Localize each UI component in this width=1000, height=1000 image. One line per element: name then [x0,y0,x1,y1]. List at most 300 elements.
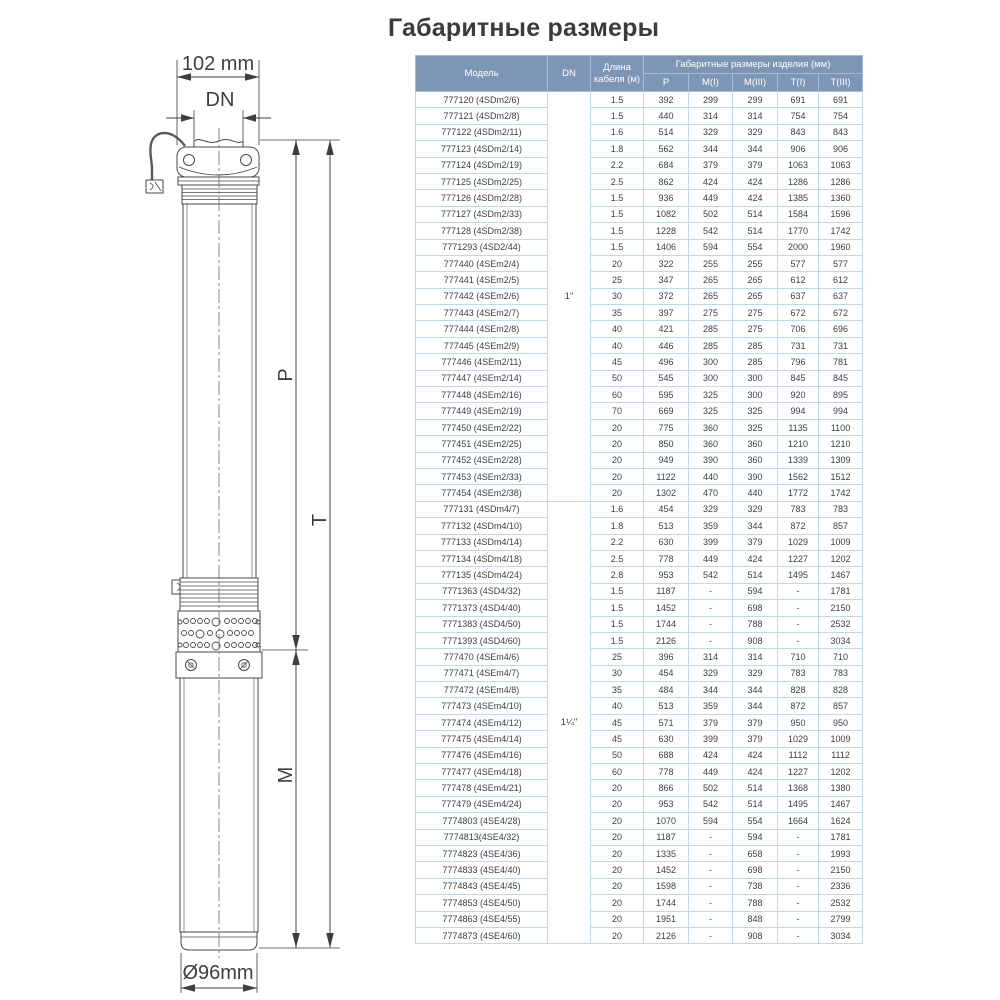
value-cell: 1070 [644,813,689,829]
value-cell: 1.5 [591,206,644,222]
value-cell: 706 [778,321,819,337]
value-cell: - [778,911,819,927]
value-cell: - [689,616,733,632]
value-cell: 612 [819,272,863,288]
table-row [416,206,863,222]
table-row [416,747,863,763]
model-cell: 7774823 (4SE4/36) [416,845,548,861]
value-cell: 255 [733,255,778,271]
value-cell: 1029 [778,731,819,747]
value-cell: 285 [733,354,778,370]
value-cell: 775 [644,419,689,435]
value-cell: 424 [733,550,778,566]
value-cell: 300 [733,370,778,386]
value-cell: 379 [733,714,778,730]
value-cell: 379 [733,157,778,173]
value-cell: 953 [644,567,689,583]
value-cell: 396 [644,649,689,665]
value-cell: 379 [733,731,778,747]
value-cell: 1.8 [591,518,644,534]
model-cell: 7771293 (4SD2/44) [416,239,548,255]
value-cell: 612 [778,272,819,288]
value-cell: 1112 [819,747,863,763]
model-cell: 777122 (4SDm2/11) [416,124,548,140]
upper-rib-section [182,185,257,204]
value-cell: 265 [689,288,733,304]
value-cell: 344 [689,682,733,698]
model-cell: 7774853 (4SE4/50) [416,895,548,911]
value-cell: 379 [733,534,778,550]
value-cell: 20 [591,796,644,812]
value-cell: 1584 [778,206,819,222]
table-row [416,305,863,321]
value-cell: - [689,878,733,894]
value-cell: 828 [778,682,819,698]
value-cell: 908 [733,632,778,648]
value-cell: 1.5 [591,190,644,206]
value-cell: 20 [591,436,644,452]
value-cell: 496 [644,354,689,370]
value-cell: 1960 [819,239,863,255]
value-cell: 1495 [778,796,819,812]
table-row [416,370,863,386]
value-cell: 440 [733,485,778,501]
value-cell: 1.5 [591,239,644,255]
model-cell: 777132 (4SDm4/10) [416,518,548,534]
value-cell: 1.5 [591,583,644,599]
value-cell: 1781 [819,583,863,599]
value-cell: 796 [778,354,819,370]
value-cell: 514 [733,796,778,812]
model-cell: 777449 (4SEm2/19) [416,403,548,419]
value-cell: 45 [591,714,644,730]
value-cell: 1309 [819,452,863,468]
value-cell: 2126 [644,927,689,943]
value-cell: 1452 [644,862,689,878]
header-p: P [644,74,689,92]
value-cell: 45 [591,354,644,370]
table-row [416,92,863,108]
value-cell: 329 [733,124,778,140]
value-cell: 577 [778,255,819,271]
value-cell: 691 [819,92,863,108]
value-cell: 2126 [644,632,689,648]
model-cell: 777453 (4SEm2/33) [416,468,548,484]
value-cell: 20 [591,780,644,796]
value-cell: - [778,878,819,894]
table-row [416,173,863,189]
model-cell: 777475 (4SEm4/14) [416,731,548,747]
value-cell: 379 [689,714,733,730]
value-cell: 421 [644,321,689,337]
value-cell: 848 [733,911,778,927]
value-cell: 850 [644,436,689,452]
model-cell: 777448 (4SEm2/16) [416,387,548,403]
model-cell: 777125 (4SDm2/25) [416,173,548,189]
value-cell: 542 [689,223,733,239]
value-cell: 360 [733,452,778,468]
value-cell: 1467 [819,567,863,583]
value-cell: 1286 [819,173,863,189]
value-cell: 390 [689,452,733,468]
value-cell: 1202 [819,550,863,566]
header-t1: T(I) [778,74,819,92]
value-cell: 25 [591,272,644,288]
value-cell: 470 [689,485,733,501]
value-cell: 514 [733,223,778,239]
value-cell: 778 [644,764,689,780]
table-row [416,927,863,943]
value-cell: 1286 [778,173,819,189]
value-cell: 20 [591,862,644,878]
value-cell: 299 [733,92,778,108]
value-cell: 1781 [819,829,863,845]
value-cell: 783 [778,501,819,517]
value-cell: 424 [733,173,778,189]
value-cell: - [689,862,733,878]
model-cell: 777470 (4SEm4/6) [416,649,548,665]
value-cell: 637 [819,288,863,304]
value-cell: 454 [644,665,689,681]
value-cell: 20 [591,255,644,271]
value-cell: 637 [778,288,819,304]
value-cell: 3034 [819,632,863,648]
value-cell: 1744 [644,616,689,632]
model-cell: 777442 (4SEm2/6) [416,288,548,304]
value-cell: 1770 [778,223,819,239]
table-row [416,255,863,271]
dim-96mm-label: Ø96mm [182,962,254,984]
model-cell: 7771373 (4SD4/40) [416,600,548,616]
value-cell: 322 [644,255,689,271]
value-cell: 275 [733,321,778,337]
value-cell: 360 [689,419,733,435]
model-cell: 7774873 (4SE4/60) [416,927,548,943]
value-cell: 778 [644,550,689,566]
value-cell: 908 [733,927,778,943]
model-cell: 777121 (4SDm2/8) [416,108,548,124]
value-cell: 2150 [819,862,863,878]
table-row [416,911,863,927]
value-cell: 828 [819,682,863,698]
value-cell: 1467 [819,796,863,812]
value-cell: 45 [591,731,644,747]
value-cell: 731 [819,337,863,353]
value-cell: 1495 [778,567,819,583]
value-cell: 484 [644,682,689,698]
dim-m-line [292,650,300,948]
value-cell: 40 [591,337,644,353]
value-cell: 399 [689,534,733,550]
value-cell: 329 [689,124,733,140]
value-cell: 1951 [644,911,689,927]
header-t3: T(III) [819,74,863,92]
value-cell: 1082 [644,206,689,222]
value-cell: 265 [733,288,778,304]
value-cell: 1.5 [591,600,644,616]
value-cell: 20 [591,452,644,468]
value-cell: 1512 [819,468,863,484]
value-cell: 1368 [778,780,819,796]
value-cell: 672 [819,305,863,321]
value-cell: 2.2 [591,157,644,173]
cable-clamp-upper [146,180,163,193]
value-cell: 502 [689,780,733,796]
value-cell: 1227 [778,764,819,780]
table-row [416,845,863,861]
value-cell: 449 [689,190,733,206]
value-cell: 325 [733,419,778,435]
value-cell: 1122 [644,468,689,484]
value-cell: 1112 [778,747,819,763]
table-row [416,419,863,435]
value-cell: - [778,845,819,861]
value-cell: 1596 [819,206,863,222]
value-cell: 265 [733,272,778,288]
value-cell: 344 [733,518,778,534]
model-cell: 777454 (4SEm2/38) [416,485,548,501]
value-cell: 390 [733,468,778,484]
dim-t-line [326,140,334,948]
value-cell: 300 [733,387,778,403]
value-cell: - [689,895,733,911]
value-cell: 424 [733,190,778,206]
table-row [416,632,863,648]
model-cell: 777474 (4SEm4/12) [416,714,548,730]
value-cell: 872 [778,698,819,714]
table-row [416,878,863,894]
dimensions-table [415,55,863,944]
value-cell: - [778,583,819,599]
table-row [416,518,863,534]
model-cell: 777479 (4SEm4/24) [416,796,548,812]
value-cell: 1187 [644,829,689,845]
value-cell: 449 [689,550,733,566]
value-cell: 1302 [644,485,689,501]
value-cell: - [778,862,819,878]
model-cell: 777477 (4SEm4/18) [416,764,548,780]
value-cell: 372 [644,288,689,304]
value-cell: 554 [733,239,778,255]
value-cell: 347 [644,272,689,288]
value-cell: 265 [689,272,733,288]
value-cell: 1562 [778,468,819,484]
value-cell: 325 [689,387,733,403]
value-cell: 906 [778,141,819,157]
table-row [416,141,863,157]
value-cell: 454 [644,501,689,517]
value-cell: 872 [778,518,819,534]
value-cell: 285 [733,337,778,353]
value-cell: 2799 [819,911,863,927]
value-cell: 440 [644,108,689,124]
value-cell: 1664 [778,813,819,829]
model-cell: 777444 (4SEm2/8) [416,321,548,337]
value-cell: 788 [733,616,778,632]
value-cell: 691 [778,92,819,108]
value-cell: 314 [689,649,733,665]
model-cell: 777135 (4SDm4/24) [416,567,548,583]
dim-102mm-label: 102 mm [181,53,255,75]
table-row [416,124,863,140]
value-cell: 424 [689,173,733,189]
value-cell: 255 [689,255,733,271]
model-cell: 777472 (4SEm4/8) [416,682,548,698]
table-row [416,764,863,780]
value-cell: 554 [733,813,778,829]
model-cell: 777478 (4SEm4/21) [416,780,548,796]
page-title: Габаритные размеры [388,14,660,42]
value-cell: 20 [591,829,644,845]
model-cell: 7774813(4SE4/32) [416,829,548,845]
value-cell: 329 [689,665,733,681]
value-cell: 314 [733,108,778,124]
table-row [416,468,863,484]
value-cell: 2.5 [591,550,644,566]
value-cell: 1.5 [591,223,644,239]
value-cell: 325 [689,403,733,419]
value-cell: 399 [689,731,733,747]
value-cell: 698 [733,862,778,878]
value-cell: 329 [733,501,778,517]
table-row [416,698,863,714]
value-cell: 688 [644,747,689,763]
value-cell: 513 [644,518,689,534]
value-cell: 446 [644,337,689,353]
value-cell: 1210 [819,436,863,452]
table-row [416,387,863,403]
value-cell: - [689,829,733,845]
value-cell: - [689,845,733,861]
value-cell: 449 [689,764,733,780]
value-cell: 698 [733,600,778,616]
value-cell: 1187 [644,583,689,599]
value-cell: 300 [689,370,733,386]
value-cell: 1.5 [591,632,644,648]
value-cell: 1742 [819,485,863,501]
header-group: Габаритные размеры изделия (мм) [644,56,863,74]
value-cell: - [778,895,819,911]
value-cell: 344 [733,682,778,698]
value-cell: 35 [591,682,644,698]
header-cable: Длина кабеля (м) [591,56,644,92]
model-cell: 7774843 (4SE4/45) [416,878,548,894]
table-row [416,665,863,681]
value-cell: 1772 [778,485,819,501]
value-cell: 672 [778,305,819,321]
value-cell: 1624 [819,813,863,829]
value-cell: - [689,911,733,927]
value-cell: 50 [591,747,644,763]
value-cell: 40 [591,698,644,714]
model-cell: 777441 (4SEm2/5) [416,272,548,288]
model-cell: 777440 (4SEm2/4) [416,255,548,271]
value-cell: 994 [778,403,819,419]
value-cell: 20 [591,895,644,911]
value-cell: - [689,583,733,599]
table-row [416,796,863,812]
value-cell: 2532 [819,616,863,632]
value-cell: 895 [819,387,863,403]
model-cell: 777446 (4SEm2/11) [416,354,548,370]
value-cell: - [689,600,733,616]
value-cell: 731 [778,337,819,353]
value-cell: 594 [689,239,733,255]
value-cell: - [689,632,733,648]
value-cell: 285 [689,321,733,337]
value-cell: 1742 [819,223,863,239]
table-row [416,583,863,599]
value-cell: 953 [644,796,689,812]
table-row [416,239,863,255]
value-cell: 2336 [819,878,863,894]
value-cell: 1.5 [591,92,644,108]
table-row [416,190,863,206]
value-cell: 359 [689,698,733,714]
value-cell: 545 [644,370,689,386]
value-cell: 329 [733,665,778,681]
value-cell: 50 [591,370,644,386]
value-cell: 684 [644,157,689,173]
value-cell: 594 [689,813,733,829]
model-cell: 777445 (4SEm2/9) [416,337,548,353]
value-cell: - [778,600,819,616]
value-cell: 781 [819,354,863,370]
value-cell: 1009 [819,731,863,747]
table-row [416,829,863,845]
value-cell: 392 [644,92,689,108]
model-cell: 777450 (4SEm2/22) [416,419,548,435]
value-cell: 738 [733,878,778,894]
value-cell: 949 [644,452,689,468]
value-cell: 2.8 [591,567,644,583]
value-cell: 2532 [819,895,863,911]
table-row [416,288,863,304]
pump-dimension-drawing [0,0,420,1000]
value-cell: 1360 [819,190,863,206]
value-cell: 397 [644,305,689,321]
table-row [416,550,863,566]
value-cell: 1744 [644,895,689,911]
table-row [416,452,863,468]
value-cell: 562 [644,141,689,157]
value-cell: 1227 [778,550,819,566]
value-cell: 843 [778,124,819,140]
value-cell: 1380 [819,780,863,796]
value-cell: 1009 [819,534,863,550]
value-cell: 299 [689,92,733,108]
table-row [416,616,863,632]
value-cell: 994 [819,403,863,419]
value-cell: 696 [819,321,863,337]
value-cell: 325 [733,403,778,419]
value-cell: 20 [591,845,644,861]
dim-m-label: M [275,766,297,784]
table-row [416,272,863,288]
value-cell: 1210 [778,436,819,452]
value-cell: 920 [778,387,819,403]
table-row [416,501,863,517]
value-cell: 2000 [778,239,819,255]
value-cell: 630 [644,534,689,550]
value-cell: 906 [819,141,863,157]
value-cell: 1993 [819,845,863,861]
value-cell: 360 [733,436,778,452]
value-cell: 950 [778,714,819,730]
table-row [416,223,863,239]
value-cell: 1.6 [591,501,644,517]
table-row [416,714,863,730]
